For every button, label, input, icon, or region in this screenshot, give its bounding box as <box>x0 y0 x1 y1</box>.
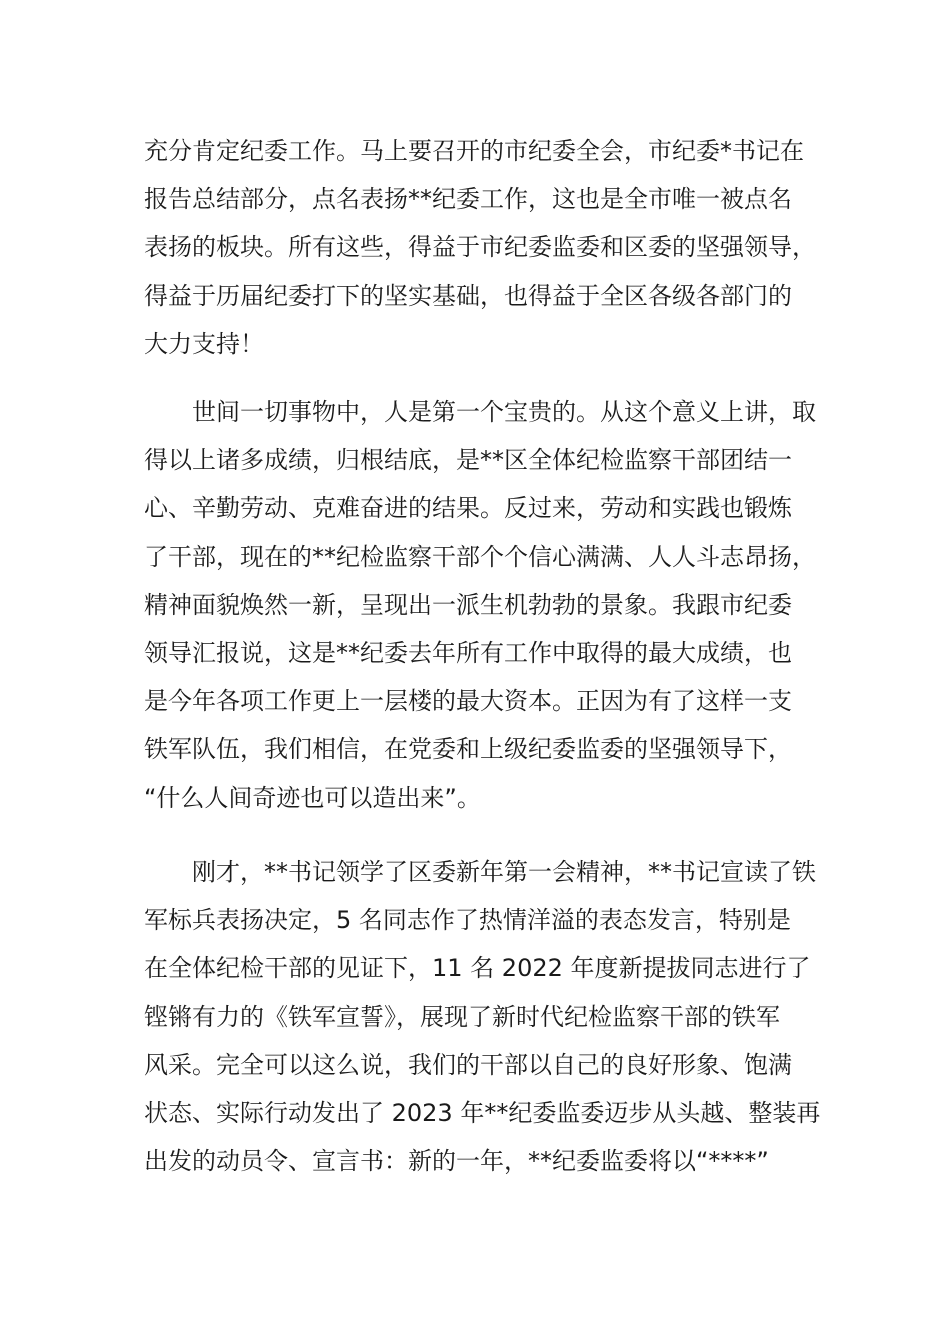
paragraph-line: 了干部，现在的**纪检监察干部个个信心满满、人人斗志昂扬， <box>144 542 816 571</box>
paragraph-line: 在全体纪检干部的见证下，11 名 2022 年度新提拔同志进行了 <box>144 954 811 983</box>
paragraph-line: 铁军队伍，我们相信，在党委和上级纪委监委的坚强领导下， <box>144 735 792 764</box>
paragraph-line: 得益于历届纪委打下的坚实基础，也得益于全区各级各部门的 <box>144 281 792 310</box>
paragraph-2 <box>144 388 814 822</box>
paragraph-line: 是今年各项工作更上一层楼的最大资本。正因为有了这样一支 <box>144 687 792 716</box>
paragraph-line: 心、辛勤劳动、克难奋进的结果。反过来，劳动和实践也锻炼 <box>144 494 792 523</box>
paragraph-line: 大力支持！ <box>144 329 264 358</box>
paragraph-line: “什么人间奇迹也可以造出来”。 <box>144 783 481 812</box>
paragraph-line: 报告总结部分，点名表扬**纪委工作，这也是全市唯一被点名 <box>144 185 792 214</box>
paragraph-line: 风采。完全可以这么说，我们的干部以自己的良好形象、饱满 <box>144 1050 792 1079</box>
paragraph-line: 铿锵有力的《铁军宣誓》，展现了新时代纪检监察干部的铁军 <box>144 1002 780 1031</box>
paragraph-1 <box>144 127 814 368</box>
paragraph-line: 世间一切事物中，人是第一个宝贵的。从这个意义上讲，取 <box>144 398 816 426</box>
paragraph-line: 表扬的板块。所有这些，得益于市纪委监委和区委的坚强领导， <box>144 233 816 262</box>
paragraph-line: 充分肯定纪委工作。马上要召开的市纪委全会，市纪委*书记在 <box>144 137 804 165</box>
paragraph-line: 刚才，**书记领学了区委新年第一会精神，**书记宣读了铁 <box>144 858 816 886</box>
paragraph-line: 军标兵表扬决定，5 名同志作了热情洋溢的表态发言，特别是 <box>144 906 791 935</box>
paragraph-line: 领导汇报说，这是**纪委去年所有工作中取得的最大成绩，也 <box>144 638 792 667</box>
paragraph-line: 状态、实际行动发出了 2023 年**纪委监委迈步从头越、整装再 <box>144 1098 821 1127</box>
paragraph-line: 精神面貌焕然一新，呈现出一派生机勃勃的景象。我跟市纪委 <box>144 590 792 619</box>
paragraph-line: 出发的动员令、宣言书：新的一年，**纪委监委将以“****” <box>144 1147 769 1176</box>
paragraph-3 <box>144 848 821 1185</box>
paragraph-line: 得以上诸多成绩，归根结底，是**区全体纪检监察干部团结一 <box>144 446 792 475</box>
